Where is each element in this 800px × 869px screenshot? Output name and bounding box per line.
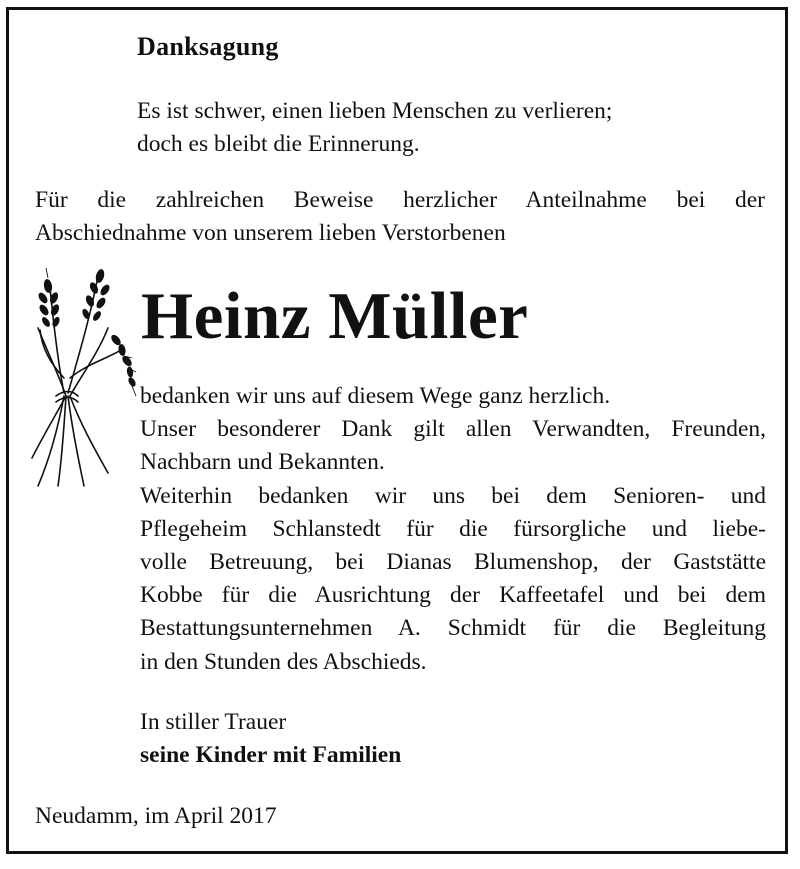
thanks-paragraph xyxy=(140,380,766,679)
signature-block xyxy=(140,706,401,772)
body-line: Weiterhin bedanken wir uns bei dem Senioren- und xyxy=(140,482,766,509)
place-date: Neudamm, im April 2017 xyxy=(35,803,277,829)
intro-line: Abschiednahme von unserem lieben Verstorbenen xyxy=(35,219,506,246)
verse-line: doch es bleibt die Erinnerung. xyxy=(137,131,420,157)
intro-paragraph xyxy=(35,184,765,249)
body-line: Unser besonderer Dank gilt allen Verwandten, Freunden, xyxy=(140,416,766,443)
body-line: Kobbe für die Ausrichtung der Kaffeetafel und bei dem xyxy=(140,582,766,609)
body-line: in den Stunden des Abschieds. xyxy=(140,648,427,675)
intro-line: Für die zahlreichen Beweise herzlicher Anteilnahme bei der xyxy=(35,187,765,213)
memorial-verse xyxy=(137,95,612,161)
signature-names: seine Kinder mit Familien xyxy=(140,742,402,768)
closing-phrase: In stiller Trauer xyxy=(140,709,287,735)
body-line: Nachbarn und Bekannten. xyxy=(140,449,385,476)
body-line: volle Betreuung, bei Dianas Blumenshop, der Gaststätte xyxy=(140,549,766,576)
deceased-name: Heinz Müller xyxy=(141,279,529,353)
verse-line: Es ist schwer, einen lieben Menschen zu verlieren; xyxy=(137,98,613,124)
wheat-sheaf-icon xyxy=(28,268,138,493)
body-line: Pflegeheim Schlanstedt für die fürsorgliche und liebe- xyxy=(140,515,766,542)
body-line: Bestattungsunternehmen A. Schmidt für die Begleitung xyxy=(140,615,766,642)
body-line: bedanken wir uns auf diesem Wege ganz herzlich. xyxy=(140,383,611,409)
notice-heading: Danksagung xyxy=(137,32,279,61)
